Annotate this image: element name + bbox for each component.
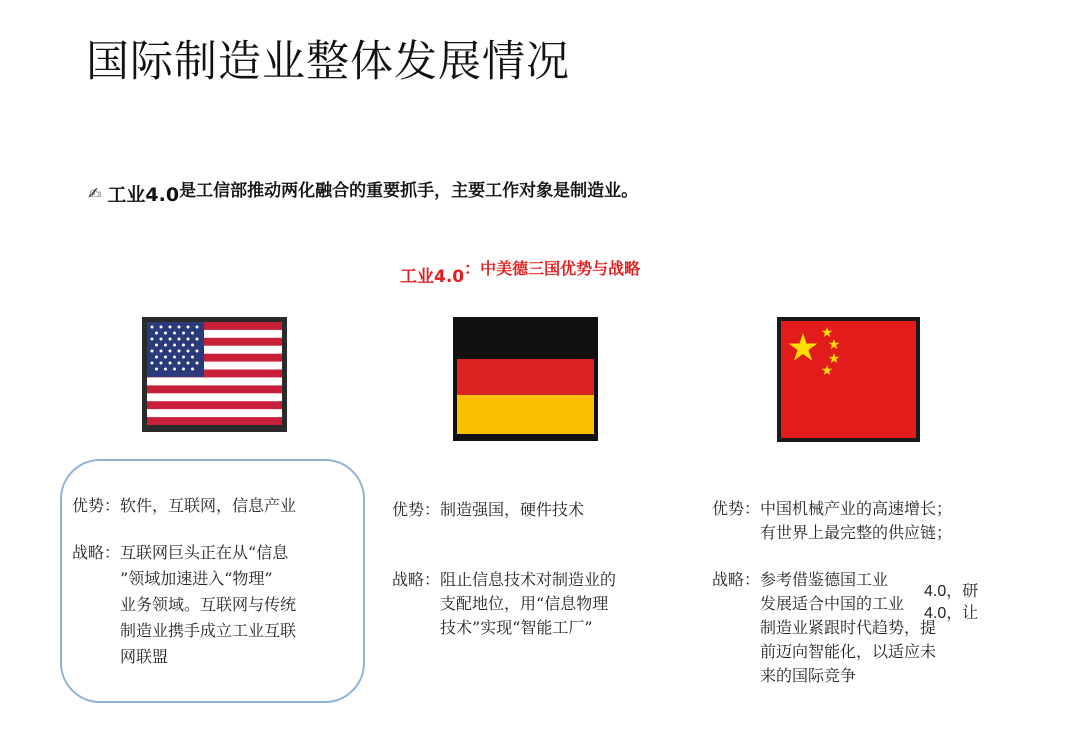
strategy-text: 参考借鉴德国工业 发展适合中国的工业 制造业紧跟时代趋势，提 前迈向智能化，以适应未 来的国际竞争 bbox=[760, 570, 937, 685]
advantage-label: 优势： bbox=[392, 500, 441, 519]
strategy-label: 战略： bbox=[392, 570, 441, 589]
advantage-text: 中国机械产业的高速增长； 有世界上最完整的供应链； bbox=[760, 499, 953, 542]
intro-line bbox=[88, 180, 638, 207]
china-flag bbox=[777, 317, 920, 442]
germany-flag bbox=[453, 317, 598, 441]
germany-advantage bbox=[392, 498, 682, 522]
intro-term: 工业4.0 bbox=[107, 184, 180, 206]
strategy-text: 阻止信息技术对制造业的 支配地位，用“信息物理 技术”实现“智能工厂” bbox=[440, 570, 617, 637]
china-strategy-overlay-2: 4.0，让 bbox=[924, 605, 979, 622]
advantage-text: 软件，互联网，信息产业 bbox=[120, 496, 297, 515]
pen-icon: ✍ bbox=[88, 184, 102, 203]
advantage-text: 制造强国，硬件技术 bbox=[440, 500, 585, 519]
china-advantage bbox=[712, 497, 1012, 545]
advantage-label: 优势： bbox=[712, 499, 761, 518]
advantage-label: 优势： bbox=[72, 496, 121, 515]
subtitle-text: ：中美德三国优势与战略 bbox=[464, 259, 641, 278]
usa-flag bbox=[142, 317, 287, 432]
strategy-text: 互联网巨头正在从“信息 ”领域加速进入“物理” 业务领域。互联网与传统 制造业携手成立工业互联 网联盟 bbox=[120, 543, 297, 666]
page-title: 国际制造业整体发展情况 bbox=[86, 37, 570, 87]
usa-advantage bbox=[72, 494, 362, 518]
intro-text: 是工信部推动两化融合的重要抓手，主要工作对象是制造业。 bbox=[179, 181, 639, 201]
usa-strategy bbox=[72, 540, 362, 670]
china-strategy-overlay-1: 4.0，研 bbox=[924, 583, 979, 600]
subtitle-term: 工业4.0 bbox=[400, 267, 465, 287]
strategy-label: 战略： bbox=[72, 543, 121, 562]
germany-strategy bbox=[392, 568, 682, 640]
section-subtitle bbox=[400, 259, 641, 287]
strategy-label: 战略： bbox=[712, 570, 761, 589]
